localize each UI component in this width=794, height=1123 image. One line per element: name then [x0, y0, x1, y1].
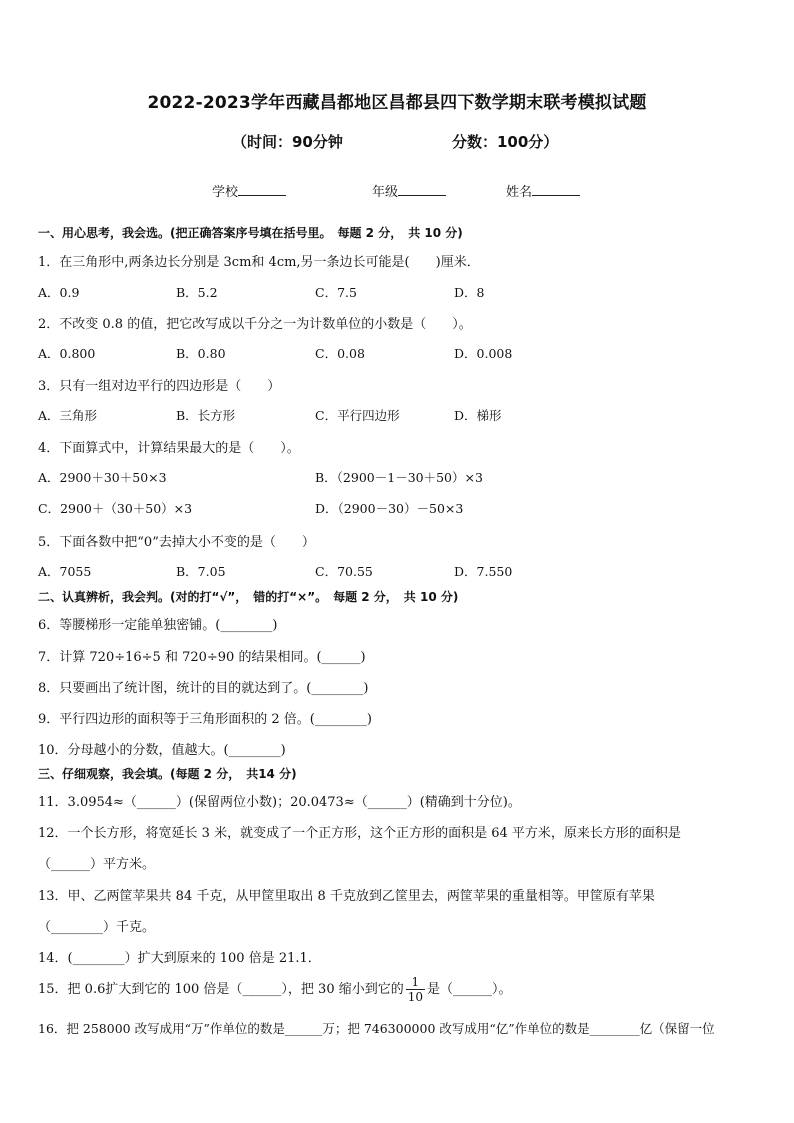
question-7: 7．计算 720÷16÷5 和 720÷90 的结果相同。(______)	[38, 650, 366, 665]
q1-option-d: D．8	[454, 285, 485, 300]
exam-time: （时间：90分钟	[232, 133, 343, 151]
q5-option-c: C．70.55	[315, 564, 373, 579]
question-16: 16．把 258000 改写成用“万”作单位的数是______万；把 746300000 改写成用“亿”作单位的数是________亿（保留一位	[38, 1021, 715, 1036]
school-field	[212, 181, 286, 200]
question-13-line-2: （________）千克。	[38, 920, 156, 935]
q4-option-b: B．（2900－1－30＋50）×3	[315, 470, 483, 485]
question-5: 5．下面各数中把“0”去掉大小不变的是（ ）	[38, 535, 315, 550]
q2-option-b: B．0.80	[176, 346, 226, 361]
grade-blank	[398, 183, 446, 196]
fraction-denominator: 10	[407, 990, 424, 1004]
question-6: 6．等腰梯形一定能单独密铺。(________)	[38, 618, 278, 633]
question-15-part-2: 是（______）。	[427, 982, 512, 997]
school-blank	[238, 183, 286, 196]
question-4: 4．下面算式中，计算结果最大的是（ ）。	[38, 441, 300, 456]
exam-score: 分数：100分）	[452, 133, 559, 151]
question-13-line-1: 13．甲、乙两筐苹果共 84 千克，从甲筐里取出 8 千克放到乙筐里去，两筐苹果的重量相等。甲筐原有苹果	[38, 889, 655, 904]
q5-option-a: A．7055	[38, 564, 92, 579]
question-12-line-1: 12．一个长方形，将宽延长 3 米，就变成了一个正方形，这个正方形的面积是 64 平方米，原来长方形的面积是	[38, 826, 681, 841]
question-3: 3．只有一组对边平行的四边形是（ ）	[38, 379, 281, 394]
q1-option-b: B．5.2	[176, 285, 218, 300]
question-2: 2．不改变 0.8 的值，把它改写成以千分之一为计数单位的小数是（ ）。	[38, 317, 472, 332]
name-label: 姓名	[506, 185, 533, 200]
q2-option-d: D．0.008	[454, 346, 513, 361]
question-15	[38, 975, 512, 1004]
school-label: 学校	[212, 185, 239, 200]
q1-option-c: C．7.5	[315, 285, 357, 300]
q1-option-a: A．0.9	[38, 285, 80, 300]
section-2-heading: 二、认真辨析，我会判。(对的打“√”， 错的打“×”。 每题 2 分， 共 10 分)	[38, 590, 459, 604]
q3-option-d: D．梯形	[454, 408, 502, 423]
question-1: 1．在三角形中,两条边长分别是 3cm和 4cm,另一条边长可能是( )厘米．	[38, 255, 480, 270]
q2-option-c: C．0.08	[315, 346, 365, 361]
name-field	[506, 181, 580, 200]
grade-field	[372, 181, 446, 200]
q2-option-a: A．0.800	[38, 346, 96, 361]
name-blank	[532, 183, 580, 196]
q4-option-d: D．（2900－30）－50×3	[315, 501, 464, 516]
q3-option-a: A．三角形	[38, 408, 98, 423]
section-3-heading: 三、仔细观察，我会填。(每题 2 分， 共14 分)	[38, 767, 297, 781]
question-15-part-1: 15．把 0.6扩大到它的 100 倍是（______），把 30 缩小到它的	[38, 982, 404, 997]
q3-option-b: B．长方形	[176, 408, 236, 423]
q3-option-c: C．平行四边形	[315, 408, 400, 423]
fraction-one-tenth	[406, 975, 425, 1004]
q5-option-d: D．7.550	[454, 564, 513, 579]
question-9: 9．平行四边形的面积等于三角形面积的 2 倍。(________)	[38, 712, 372, 727]
question-12-line-2: （______）平方米。	[38, 857, 156, 872]
section-1-heading: 一、用心思考，我会选。(把正确答案序号填在括号里。 每题 2 分， 共 10 分)	[38, 226, 463, 240]
q5-option-b: B．7.05	[176, 564, 226, 579]
grade-label: 年级	[372, 185, 399, 200]
fraction-numerator: 1	[406, 975, 425, 990]
page-title: 2022-2023学年西藏昌都地区昌都县四下数学期末联考模拟试题	[147, 93, 647, 113]
question-14: 14．(________）扩大到原来的 100 倍是 21.1．	[38, 951, 321, 966]
question-11: 11．3.0954≈（______）(保留两位小数)；20.0473≈（______）(精确到十分位)。	[38, 795, 521, 810]
q4-option-a: A．2900＋30＋50×3	[38, 470, 167, 485]
q4-option-c: C．2900＋（30＋50）×3	[38, 501, 193, 516]
question-8: 8．只要画出了统计图，统计的目的就达到了。(________)	[38, 681, 369, 696]
question-10: 10．分母越小的分数，值越大。(________)	[38, 743, 286, 758]
